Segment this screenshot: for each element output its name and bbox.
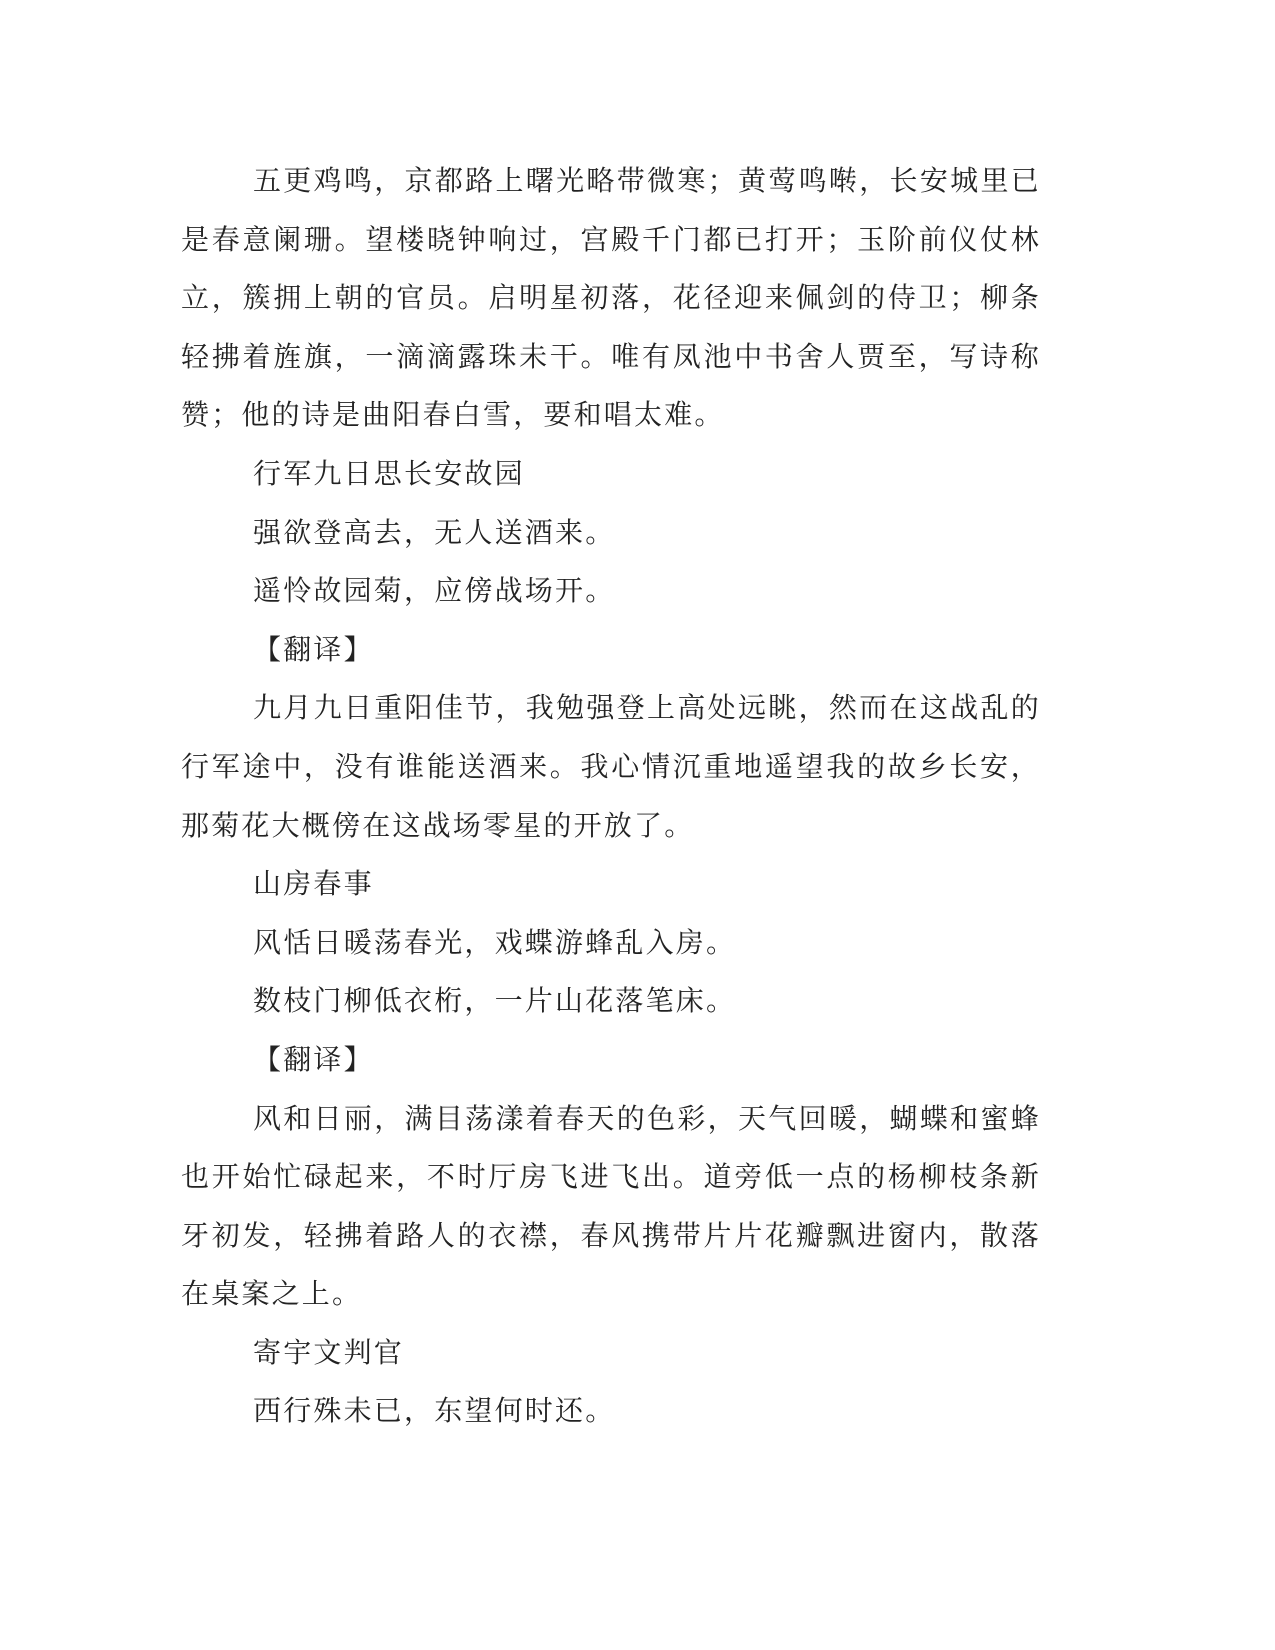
poem-line: 数枝门柳低衣桁，一片山花落笔床。 (253, 984, 737, 1018)
poem-line: 西行殊未已，东望何时还。 (253, 1394, 616, 1428)
poem-title-1: 行军九日思长安故园 (253, 456, 525, 490)
translation-heading: 【翻译】 (253, 632, 374, 666)
poem-line: 遥怜故园菊，应傍战场开。 (253, 574, 616, 608)
poem-line: 风恬日暖荡春光，戏蝶游蜂乱入房。 (253, 925, 737, 959)
document-body (181, 152, 1041, 1441)
translation-paragraph-1: 五更鸡鸣，京都路上曙光略带微寒；黄莺鸣啭，长安城里已是春意阑珊。望楼晓钟响过，宫殿千门都已打开；玉阶前仪仗林立，簇拥上朝的官员。启明星初落，花径迎来佩剑的侍卫；柳条轻拂着旌旗，一滴滴露珠未干。唯有凤池中书舍人贾至，写诗称赞；他的诗是曲阳春白雪，要和唱太难。 (181, 164, 1041, 432)
poem-line: 强欲登高去，无人送酒来。 (253, 515, 616, 549)
translation-paragraph-2: 九月九日重阳佳节，我勉强登上高处远眺，然而在这战乱的行军途中，没有谁能送酒来。我心情沉重地遥望我的故乡长安，那菊花大概傍在这战场零星的开放了。 (181, 691, 1041, 842)
poem-title-2: 山房春事 (253, 867, 374, 901)
translation-paragraph-3: 风和日丽，满目荡漾着春天的色彩，天气回暖，蝴蝶和蜜蜂也开始忙碌起来，不时厅房飞进飞出。道旁低一点的杨柳枝条新牙初发，轻拂着路人的衣襟，春风携带片片花瓣飘进窗内，散落在桌案之上。 (181, 1101, 1041, 1311)
translation-heading: 【翻译】 (253, 1042, 374, 1076)
poem-title-3: 寄宇文判官 (253, 1335, 405, 1369)
